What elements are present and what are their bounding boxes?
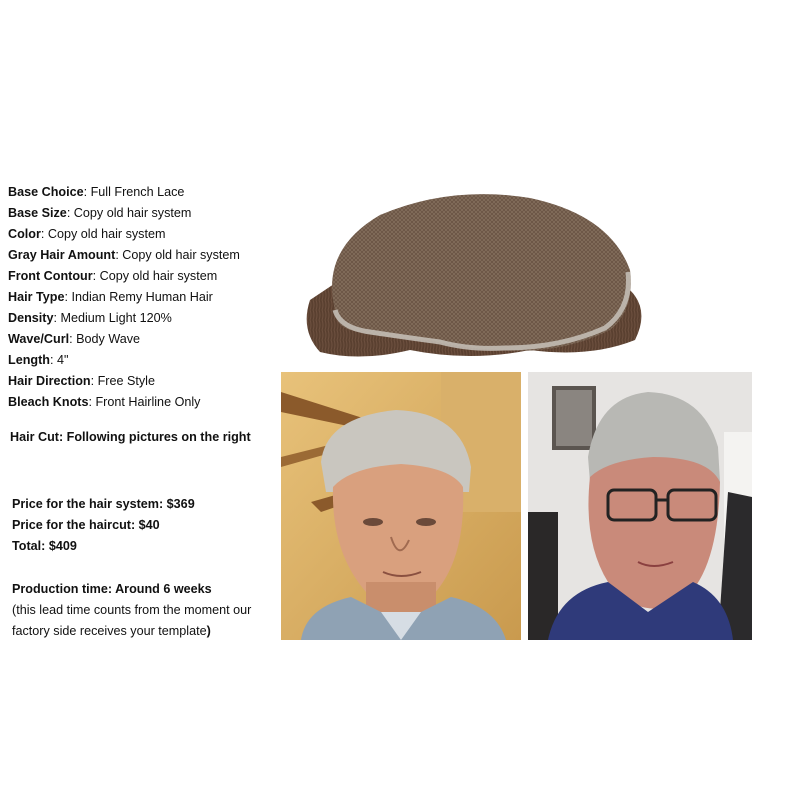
spec-value: : Copy old hair system — [66, 206, 192, 220]
spec-length — [8, 350, 298, 371]
price-total: Total: $409 — [12, 539, 77, 553]
spec-base-size — [8, 203, 298, 224]
haircut-note: Hair Cut: Following pictures on the right — [10, 430, 251, 444]
spec-hair-direction — [8, 371, 298, 392]
production-note-line2 — [12, 621, 282, 642]
production-note-close: ) — [206, 624, 211, 638]
production-block — [12, 579, 282, 642]
spec-label: Hair Type — [8, 290, 65, 304]
spec-value: : Medium Light 120% — [53, 311, 172, 325]
spec-density — [8, 308, 298, 329]
spec-bleach-knots — [8, 392, 298, 413]
hair-system-image — [300, 180, 650, 365]
spec-value: : Copy old hair system — [40, 227, 166, 241]
spec-label: Gray Hair Amount — [8, 248, 116, 262]
spec-label: Front Contour — [8, 269, 93, 283]
spec-color — [8, 224, 298, 245]
spec-value: : Body Wave — [69, 332, 141, 346]
spec-value: : Copy old hair system — [115, 248, 240, 262]
spec-label: Color — [8, 227, 41, 241]
spec-label: Density — [8, 311, 54, 325]
spec-base-choice — [8, 182, 298, 203]
spec-label: Bleach Knots — [8, 395, 89, 409]
production-note-text: factory side receives your template — [12, 624, 207, 638]
spec-label: Hair Direction — [8, 374, 91, 388]
spec-value: : Free Style — [90, 374, 155, 388]
spec-label: Base Size — [8, 206, 67, 220]
spec-value: : 4" — [49, 353, 69, 367]
production-time: Production time: Around 6 weeks — [12, 582, 212, 596]
spec-front-contour — [8, 266, 298, 287]
spec-hair-type — [8, 287, 298, 308]
spec-value: : Indian Remy Human Hair — [64, 290, 213, 304]
spec-value: : Full French Lace — [83, 185, 185, 199]
spec-value: : Front Hairline Only — [88, 395, 201, 409]
spec-value: : Copy old hair system — [92, 269, 218, 283]
customer-photo-webcam — [528, 372, 752, 640]
production-note-line1: (this lead time counts from the moment our — [12, 603, 252, 617]
spec-label: Base Choice — [8, 185, 84, 199]
price-haircut: Price for the haircut: $40 — [12, 518, 160, 532]
price-block — [12, 494, 195, 557]
spec-wave-curl — [8, 329, 298, 350]
spec-gray-hair-amount — [8, 245, 298, 266]
spec-list — [8, 182, 298, 413]
spec-label: Wave/Curl — [8, 332, 70, 346]
customer-photo-front — [281, 372, 521, 640]
price-hair-system: Price for the hair system: $369 — [12, 497, 195, 511]
spec-label: Length — [8, 353, 50, 367]
